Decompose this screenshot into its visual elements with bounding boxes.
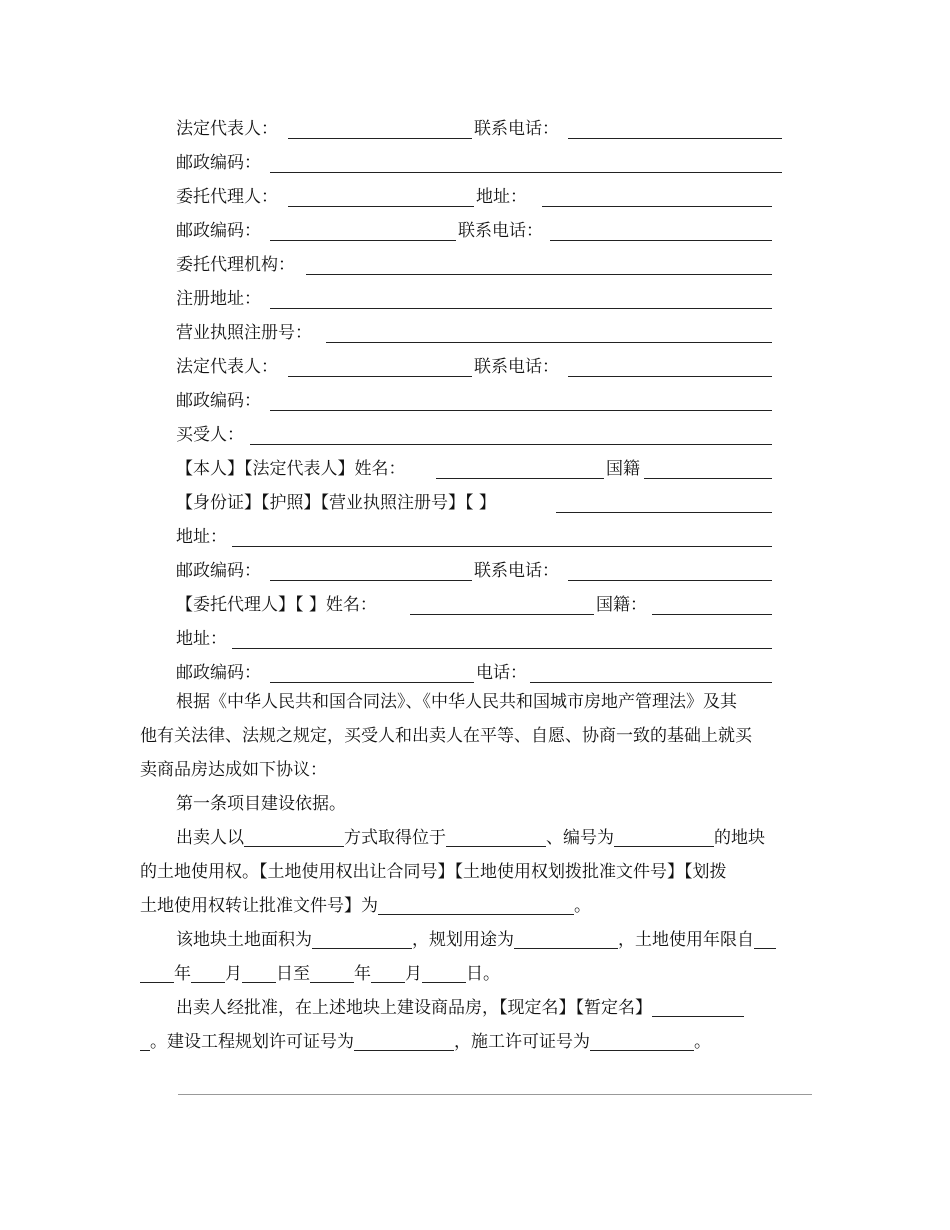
field-label: 国籍 (606, 459, 640, 479)
postcode-field[interactable] (270, 580, 472, 581)
article-1 (140, 787, 812, 1059)
text: 月 (225, 964, 242, 984)
article-title: 第一条项目建设依据。 (176, 794, 346, 814)
form-row-agency (176, 253, 776, 277)
end-month-field[interactable] (371, 962, 405, 983)
form-row-postcode-2 (176, 219, 776, 243)
text: 。 (574, 896, 591, 916)
paragraph-line (140, 889, 812, 923)
field-label: 邮政编码： (176, 663, 261, 683)
phone-field[interactable] (568, 138, 782, 139)
paragraph-line (140, 1025, 812, 1059)
field-label: 地址： (176, 527, 227, 547)
address-field[interactable] (542, 206, 772, 207)
field-label: 邮政编码： (176, 153, 261, 173)
text: 月 (405, 964, 422, 984)
text: 出卖人以 (176, 828, 244, 848)
nationality-field[interactable] (652, 614, 772, 615)
license-field[interactable] (326, 342, 772, 343)
text: 土地使用权转让批准文件号】为 (140, 896, 378, 916)
form-row-agent-1 (176, 185, 776, 209)
field-label: 邮政编码： (176, 391, 261, 411)
land-use-field[interactable] (514, 928, 618, 949)
location-field[interactable] (446, 826, 546, 847)
field-label: 联系电话： (458, 221, 543, 241)
form-row-buyer (176, 423, 776, 447)
paragraph-line: 根据《中华人民共和国合同法》、《中华人民共和国城市房地产管理法》及其 (176, 692, 737, 712)
field-label: 营业执照注册号： (176, 323, 312, 343)
field-label: 注册地址： (176, 289, 261, 309)
postcode-field[interactable] (270, 682, 474, 683)
start-year-field[interactable] (140, 962, 174, 983)
field-label: 联系电话： (474, 561, 559, 581)
reg-address-field[interactable] (270, 308, 772, 309)
text: 年 (174, 964, 191, 984)
text: ，土地使用年限自 (618, 930, 754, 950)
text: 方式取得位于 (344, 828, 446, 848)
id-number-field[interactable] (556, 512, 772, 513)
end-year-field[interactable] (310, 962, 354, 983)
text: 出卖人经批准，在上述地块上建设商品房，【现定名】【暂定名】 (176, 998, 652, 1018)
agency-field[interactable] (306, 274, 772, 275)
text: 的地块 (714, 828, 765, 848)
field-label: 国籍： (596, 595, 647, 615)
nationality-field[interactable] (644, 478, 772, 479)
phone-field[interactable] (568, 580, 772, 581)
acquisition-method-field[interactable] (244, 826, 344, 847)
paragraph-line (140, 991, 812, 1025)
legal-rep-field[interactable] (288, 376, 472, 377)
field-label: 委托代理机构： (176, 255, 295, 275)
agent-field[interactable] (288, 206, 474, 207)
paragraph-line (140, 957, 812, 991)
phone-field[interactable] (568, 376, 772, 377)
text: ，规划用途为 (412, 930, 514, 950)
text: ，施工许可证号为 (454, 1032, 590, 1052)
phone-field[interactable] (550, 240, 772, 241)
parcel-number-field[interactable] (614, 826, 714, 847)
phone-field[interactable] (530, 682, 772, 683)
field-label: 邮政编码： (176, 561, 261, 581)
paragraph-line: 他有关法律、法规之规定，买受人和出卖人在平等、自愿、协商一致的基础上就买 (140, 726, 752, 746)
text: 该地块土地面积为 (176, 930, 312, 950)
form-row-postcode-5 (176, 661, 776, 685)
paragraph-line: 卖商品房达成如下协议： (140, 760, 327, 780)
form-row-reg-address (176, 287, 776, 311)
form-row-license (176, 321, 776, 345)
form-row-postcode-1 (176, 151, 786, 175)
text: 。 (694, 1032, 711, 1052)
field-label: 地址： (176, 629, 227, 649)
form-row-buyer-name (176, 457, 776, 481)
text: 。建设工程规划许可证号为 (150, 1032, 354, 1052)
field-label: 邮政编码： (176, 221, 261, 241)
postcode-field[interactable] (270, 172, 782, 173)
postcode-field[interactable] (270, 410, 772, 411)
field-label: 【本人】【法定代表人】姓名： (176, 459, 406, 479)
form-row-legal-rep-2 (176, 355, 776, 379)
form-row-agent-2 (176, 593, 776, 617)
start-month-field[interactable] (191, 962, 225, 983)
land-area-field[interactable] (312, 928, 412, 949)
form-row-address-2 (176, 627, 776, 651)
form-row-id-doc (176, 491, 776, 515)
field-label: 电话： (476, 663, 527, 683)
field-label: 联系电话： (474, 357, 559, 377)
planning-permit-field[interactable] (354, 1030, 454, 1051)
text: 日。 (466, 964, 500, 984)
project-name-field[interactable] (140, 1030, 150, 1051)
form-row-legal-rep-1 (176, 117, 786, 141)
form-row-postcode-3 (176, 389, 776, 413)
name-field[interactable] (436, 478, 604, 479)
form-row-address-1 (176, 525, 776, 549)
paragraph-line: 的土地使用权。【土地使用权出让合同号】【土地使用权划拨批准文件号】【划拨 (140, 862, 727, 882)
construction-permit-field[interactable] (590, 1030, 694, 1051)
legal-rep-field[interactable] (288, 138, 472, 139)
end-day-field[interactable] (422, 962, 466, 983)
text: 年 (354, 964, 371, 984)
buyer-field[interactable] (250, 444, 772, 445)
project-name-field[interactable] (652, 996, 744, 1017)
field-label: 联系电话： (474, 119, 559, 139)
intro-paragraph (140, 685, 812, 787)
text: 日至 (276, 964, 310, 984)
footer-divider (178, 1094, 812, 1095)
form-row-postcode-4 (176, 559, 776, 583)
field-label: 法定代表人： (176, 119, 278, 139)
postcode-field[interactable] (270, 240, 456, 241)
start-day-field[interactable] (242, 962, 276, 983)
field-label: 委托代理人： (176, 187, 278, 207)
document-number-field[interactable] (378, 894, 574, 915)
agent-name-field[interactable] (410, 614, 594, 615)
address-field[interactable] (232, 546, 772, 547)
paragraph-line (140, 923, 812, 957)
start-year-field[interactable] (754, 928, 776, 949)
field-label: 法定代表人： (176, 357, 278, 377)
field-label: 【委托代理人】【 】姓名： (176, 595, 377, 615)
address-field[interactable] (232, 648, 772, 649)
field-label: 【身份证】【护照】【营业执照注册号】【 】 (176, 493, 496, 513)
text: 、编号为 (546, 828, 614, 848)
field-label: 地址： (476, 187, 527, 207)
paragraph-line (140, 821, 812, 855)
field-label: 买受人： (176, 425, 244, 445)
